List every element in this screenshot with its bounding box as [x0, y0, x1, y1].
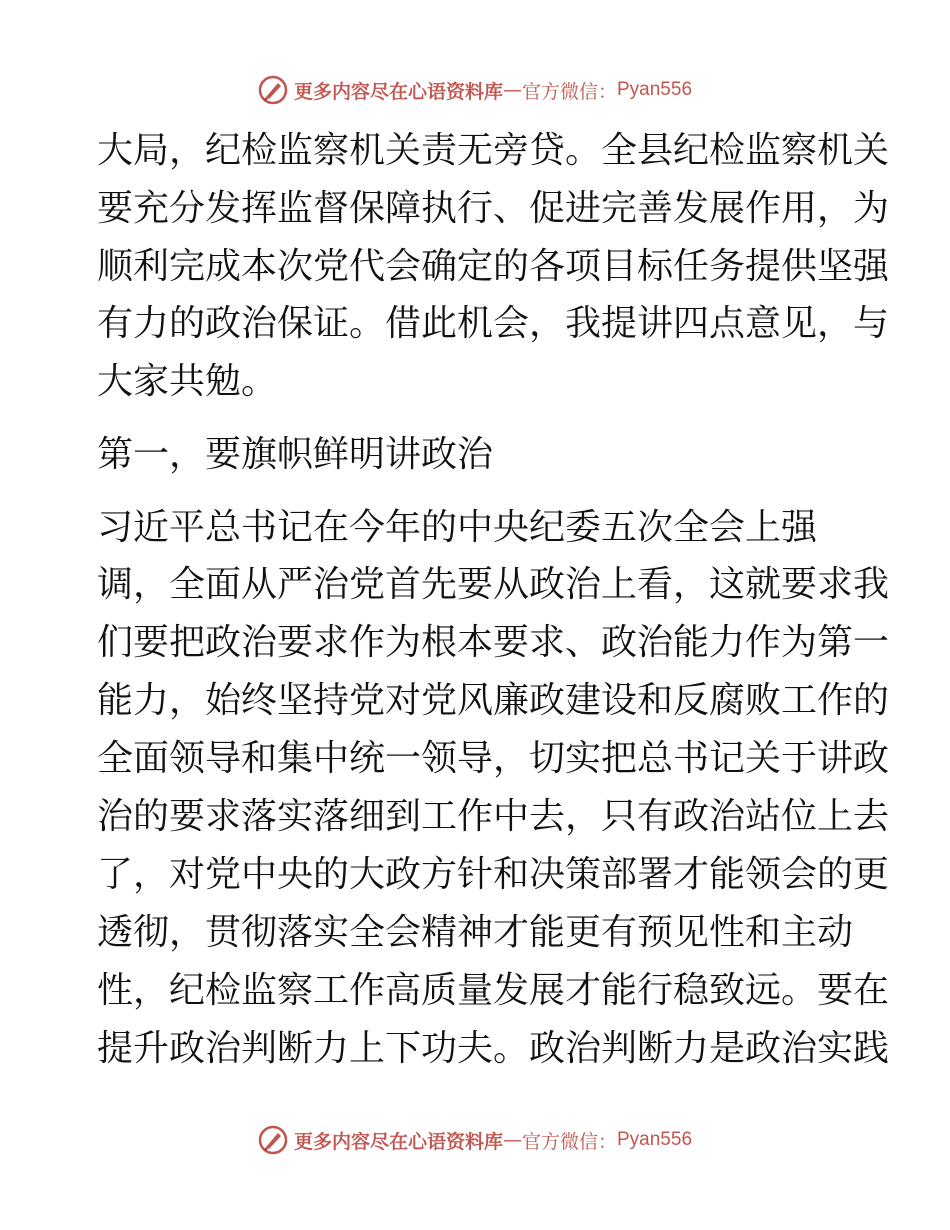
footer-banner [0, 1120, 950, 1160]
body-line: 们要把政治要求作为根本要求、政治能力作为第一 [97, 622, 890, 663]
banner-separator: — [502, 79, 522, 101]
pen-logo-icon [258, 75, 288, 105]
body-line: 透彻，贯彻落实全会精神才能更有预见性和主动 [97, 912, 854, 953]
body-line: 性，纪检监察工作高质量发展才能行稳致远。要在 [97, 970, 890, 1011]
banner-brand-text: 更多内容尽在心语资料库 [293, 1130, 503, 1153]
header-banner [0, 70, 950, 110]
body-line: 要充分发挥监督保障执行、促进完善发展作用，为 [97, 188, 890, 229]
banner-wechat-handle: Pyan556 [617, 79, 693, 100]
banner-wechat-label: 官方微信： [521, 80, 617, 103]
body-line: 治的要求落实落细到工作中去，只有政治站位上去 [97, 796, 890, 837]
body-line: 顺利完成本次党代会确定的各项目标任务提供坚强 [97, 246, 890, 287]
banner-wechat-handle: Pyan556 [617, 1129, 693, 1150]
body-line: 有力的政治保证。借此机会，我提讲四点意见，与 [97, 303, 890, 344]
body-line: 全面领导和集中统一领导，切实把总书记关于讲政 [97, 738, 890, 779]
banner-separator: — [502, 1129, 522, 1151]
body-line: 提升政治判断力上下功夫。政治判断力是政治实践 [97, 1028, 890, 1069]
body-line: 调，全面从严治党首先要从政治上看，这就要求我 [97, 564, 890, 605]
body-line: 能力，始终坚持党对党风廉政建设和反腐败工作的 [97, 680, 890, 721]
body-line: 大家共勉。 [97, 361, 278, 402]
body-line: 习近平总书记在今年的中央纪委五次全会上强 [97, 507, 818, 548]
body-line: 大局，纪检监察机关责无旁贷。全县纪检监察机关 [97, 130, 890, 171]
pen-logo-icon [258, 1125, 288, 1155]
banner-wechat-label: 官方微信： [521, 1130, 617, 1153]
section-heading: 第一，要旗帜鲜明讲政治 [97, 434, 494, 475]
banner-brand-text: 更多内容尽在心语资料库 [293, 80, 503, 103]
body-line: 了，对党中央的大政方针和决策部署才能领会的更 [97, 854, 890, 895]
